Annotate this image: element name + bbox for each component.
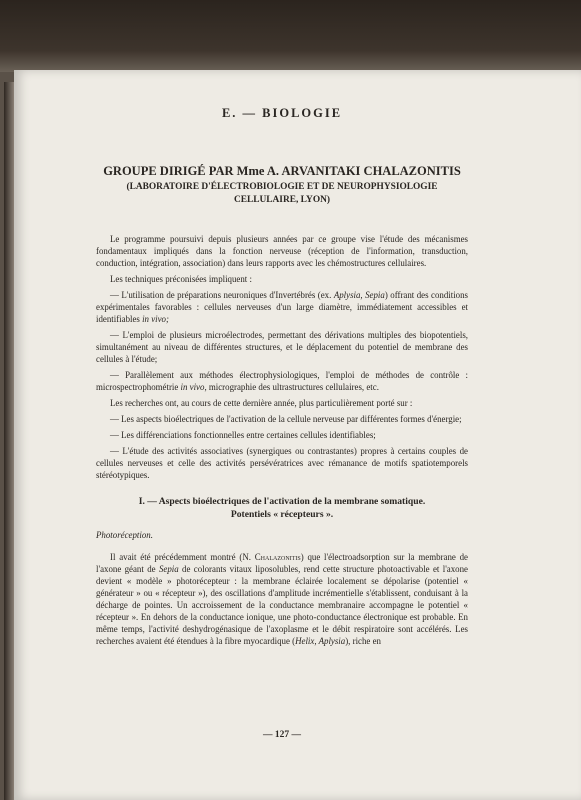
body-text-c: de colorants vitaux liposolubles, rend cette structure photoactivable et l'axone devient « modèle » photorécepteur : la membrane éclairée localement se dépolarise (potentiel « générateur » ou « récepteur »), des oscillations d'amplitude incrémentielle s'établissent, conduisant à la décharge de pointes. Un accroissement de la conductance membranaire accompagne le potentiel « récepteur ». En dehors de la conductance ionique, une photo-conductance électronique est probable. En même temps, l'activité deshydrogénasique de l'axoplasme et le débit respiratoire sont accélérés. Les recherches avaient été étendues à la fibre myocardique ( xyxy=(96,564,468,646)
photoreception-heading: Photoréception. xyxy=(96,530,153,540)
page-edge-shadow xyxy=(4,82,14,800)
photoreception-paragraph xyxy=(96,551,468,647)
technique-3-text-b: , micrographie des ultrastructures cellulaires, etc. xyxy=(204,382,379,392)
technique-1-text-b: ) offrant des conditions expérimentales favorables : cellules nerveuses d'un large diamètre, immédiatement accessibles et identifiables xyxy=(96,290,468,324)
research-item-3: — L'étude des activités associatives (synergiques ou contrastantes) propres à certains couples de cellules nerveuses et celle des activités persévératrices avec rémanance de motifs spatiotemporels stéréotypiques. xyxy=(96,446,468,480)
technique-item-1 xyxy=(96,289,468,325)
part1-title-line1: I. — Aspects bioélectriques de l'activation de la membrane somatique. xyxy=(138,496,426,507)
group-subtitle: (LABORATOIRE D'ÉLECTROBIOLOGIE ET DE NEUROPHYSIOLOGIE CELLULAIRE, LYON) xyxy=(126,182,438,205)
sepia-species: Sepia xyxy=(158,564,179,574)
body-text-d: ), riche en xyxy=(345,636,381,646)
body-text-a: Il avait été précédemment montré (N. xyxy=(110,552,255,562)
section-title: E. — BIOLOGIE xyxy=(221,106,343,120)
technique-1-text-a: — L'utilisation de préparations neuroniques d'Invertébrés (ex. xyxy=(110,290,334,300)
research-item-1: — Les aspects bioélectriques de l'activation de la cellule nerveuse par différentes formes d'énergie; xyxy=(110,414,462,424)
body-text-b: ) que l'électroadsorption sur la membrane de l'axone géant de xyxy=(96,552,468,574)
techniques-lead: Les techniques préconisées impliquent : xyxy=(110,274,252,284)
part1-title-line2: Potentiels « récepteurs ». xyxy=(230,509,334,520)
technique-1-species: Aplysia, Sepia xyxy=(333,290,385,300)
technique-item-3 xyxy=(96,369,468,393)
helix-aplysia-species: Helix, Aplysia xyxy=(295,636,346,646)
part1-title xyxy=(96,495,468,521)
page-content xyxy=(96,106,468,651)
research-item-2: — Les différenciations fonctionnelles entre certaines cellules identifiables; xyxy=(110,430,376,440)
author-name: Chalazonitis xyxy=(254,552,301,562)
scan-background xyxy=(0,0,581,72)
technique-3-invivo: in vivo xyxy=(180,382,205,392)
page-number: — 127 — xyxy=(263,730,301,740)
group-title: GROUPE DIRIGÉ PAR Mme A. ARVANITAKI CHALAZONITIS xyxy=(103,164,461,178)
technique-item-2: — L'emploi de plusieurs microélectrodes, permettant des dérivations multiples des biopotentiels, simultanément au niveau de différentes structures, et le déplacement du potentiel de membrane des cellules à l'étude; xyxy=(96,330,468,364)
intro-paragraph: Le programme poursuivi depuis plusieurs années par ce groupe vise l'étude des mécanismes fondamentaux impliqués dans la fonction nerveuse (réception de l'information, transduction, conduction, intégration, association) dans leurs rapports avec les chémostructures cellulaires. xyxy=(96,234,468,268)
technique-1-invivo: in vivo; xyxy=(142,314,169,324)
research-lead: Les recherches ont, au cours de cette dernière année, plus particulièrement porté sur : xyxy=(110,398,413,408)
technique-3-text-a: — Parallèlement aux méthodes électrophysiologiques, l'emploi de méthodes de contrôle : microspectrophométrie xyxy=(96,370,468,392)
